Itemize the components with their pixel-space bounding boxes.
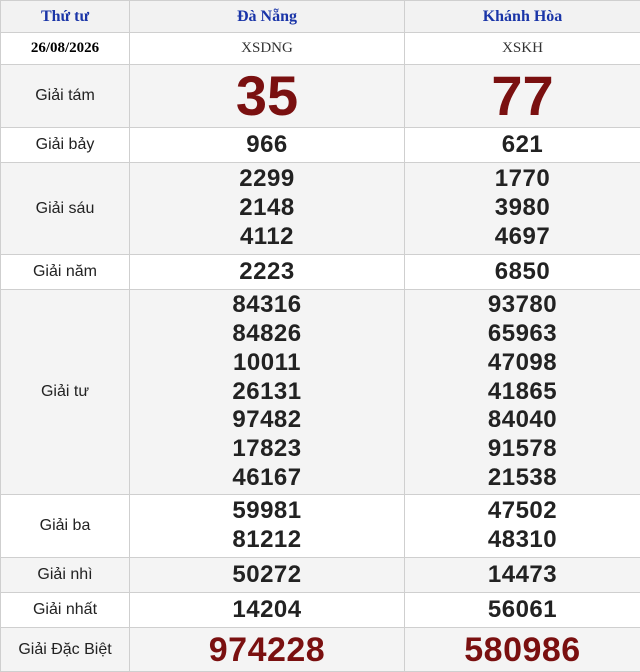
prize-number: 59981 — [130, 497, 404, 526]
prize-row-g8 — [1, 65, 640, 128]
prize-cell-province-1 — [130, 163, 405, 255]
prize-cell-province-2 — [405, 593, 640, 628]
prize-cell-province-2 — [405, 628, 640, 672]
prize-cell-province-2 — [405, 163, 640, 255]
prize-number: 21538 — [405, 464, 640, 493]
prize-cell-province-1 — [130, 495, 405, 558]
prize-cell-province-2 — [405, 558, 640, 593]
prize-number: 2223 — [130, 258, 404, 287]
prize-number: 93780 — [405, 291, 640, 320]
prize-cell-province-2 — [405, 65, 640, 128]
prize-cell-province-2 — [405, 290, 640, 495]
draw-date[interactable]: 26/08/2026 — [1, 33, 130, 65]
prize-label: Giải sáu — [1, 163, 130, 255]
prize-label: Giải tư — [1, 290, 130, 495]
prize-number: 26131 — [130, 378, 404, 407]
prize-cell-province-1 — [130, 65, 405, 128]
prize-label: Giải nhất — [1, 593, 130, 628]
date-row — [1, 33, 640, 65]
prize-number: 966 — [130, 131, 404, 160]
prize-row-g4 — [1, 290, 640, 495]
prize-number: 17823 — [130, 435, 404, 464]
prize-cell-province-1 — [130, 628, 405, 672]
prize-row-g5 — [1, 255, 640, 290]
prize-number: 4112 — [130, 223, 404, 252]
prize-number: 6850 — [405, 258, 640, 287]
prize-number: 56061 — [405, 596, 640, 625]
header-row — [1, 1, 640, 33]
prize-label: Giải tám — [1, 65, 130, 128]
weekday-header[interactable]: Thứ tư — [1, 1, 130, 33]
prize-label: Giải ba — [1, 495, 130, 558]
prize-label: Giải Đặc Biệt — [1, 628, 130, 672]
prize-number: 46167 — [130, 464, 404, 493]
prize-number: 35 — [130, 65, 404, 127]
prize-number: 14204 — [130, 596, 404, 625]
province-2-code: XSKH — [405, 33, 640, 65]
prize-number: 1770 — [405, 165, 640, 194]
province-2-header[interactable]: Khánh Hòa — [405, 1, 640, 33]
prize-number: 50272 — [130, 561, 404, 590]
prize-label: Giải năm — [1, 255, 130, 290]
prize-number: 84040 — [405, 406, 640, 435]
prize-cell-province-1 — [130, 290, 405, 495]
special-prize-number: 580986 — [405, 630, 640, 670]
prize-number: 2299 — [130, 165, 404, 194]
prize-cell-province-1 — [130, 255, 405, 290]
prize-number: 2148 — [130, 194, 404, 223]
prize-number: 47098 — [405, 349, 640, 378]
prize-cell-province-1 — [130, 128, 405, 163]
prize-cell-province-2 — [405, 255, 640, 290]
prize-number: 84826 — [130, 320, 404, 349]
prize-row-g3 — [1, 495, 640, 558]
prize-number: 4697 — [405, 223, 640, 252]
prize-cell-province-1 — [130, 593, 405, 628]
prize-cell-province-2 — [405, 128, 640, 163]
prize-row-g2 — [1, 558, 640, 593]
prize-label: Giải nhì — [1, 558, 130, 593]
prize-row-g6 — [1, 163, 640, 255]
province-1-header[interactable]: Đà Nẵng — [130, 1, 405, 33]
prize-label: Giải bảy — [1, 128, 130, 163]
prize-number: 77 — [405, 65, 640, 127]
prize-number: 81212 — [130, 526, 404, 555]
prize-cell-province-2 — [405, 495, 640, 558]
province-1-code: XSDNG — [130, 33, 405, 65]
prize-row-g7 — [1, 128, 640, 163]
prize-number: 3980 — [405, 194, 640, 223]
prize-number: 47502 — [405, 497, 640, 526]
prize-number: 84316 — [130, 291, 404, 320]
prize-number: 41865 — [405, 378, 640, 407]
prize-number: 91578 — [405, 435, 640, 464]
prize-number: 14473 — [405, 561, 640, 590]
prize-number: 10011 — [130, 349, 404, 378]
prize-row-g1 — [1, 593, 640, 628]
prize-number: 97482 — [130, 406, 404, 435]
prize-row-special — [1, 628, 640, 672]
prize-number: 65963 — [405, 320, 640, 349]
prize-number: 48310 — [405, 526, 640, 555]
prize-number: 621 — [405, 131, 640, 160]
prize-cell-province-1 — [130, 558, 405, 593]
special-prize-number: 974228 — [130, 630, 404, 670]
